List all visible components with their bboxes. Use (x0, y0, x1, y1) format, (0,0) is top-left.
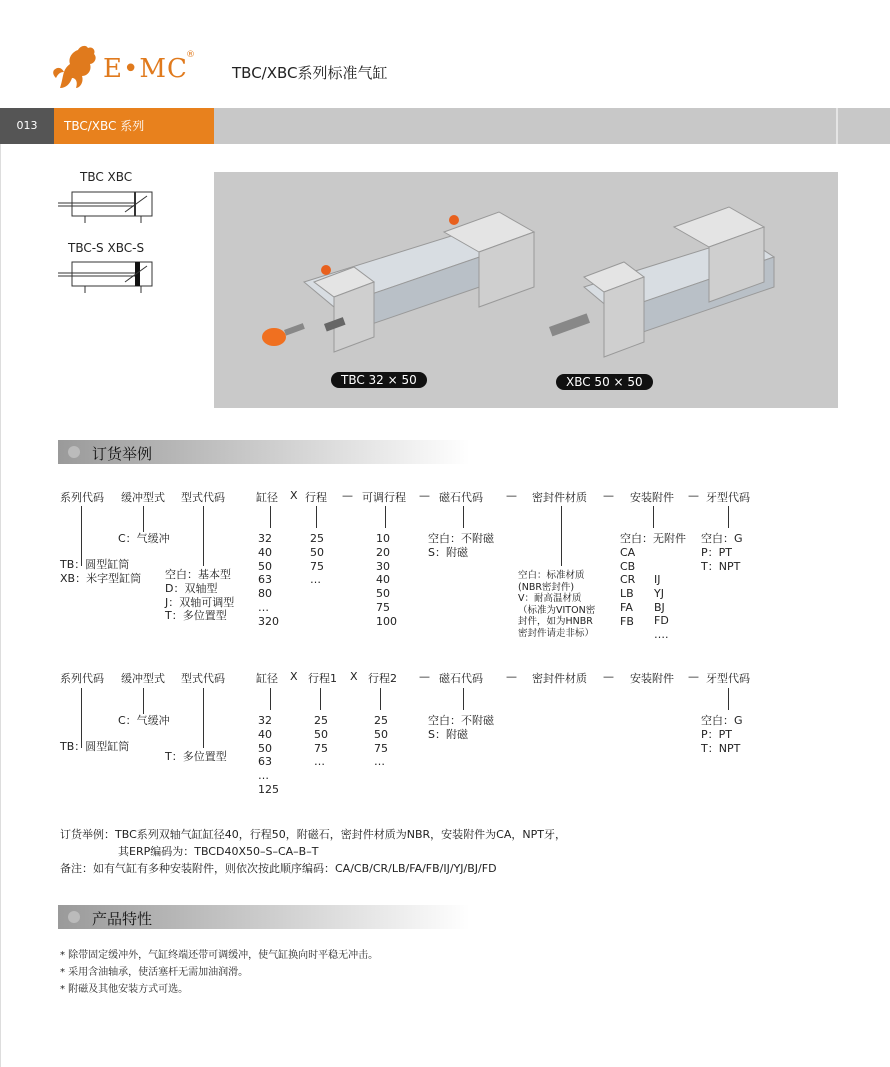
connector-line (203, 506, 204, 566)
magnet-values-2: 空白：不附磁 S：附磁 (428, 714, 494, 741)
table-header-cell: — (506, 489, 517, 502)
table-header-cell: 系列代码 (60, 491, 104, 504)
thread-values: 空白：G P：PT T：NPT (701, 532, 743, 573)
table-header-cell: 密封件材质 (532, 672, 587, 685)
photo-badge-xbc: XBC 50 × 50 (556, 374, 653, 390)
table-header-cell: — (506, 670, 517, 683)
table-header-cell: 牙型代码 (706, 491, 750, 504)
table-header-cell: 可调行程 (362, 491, 406, 504)
connector-line (143, 506, 144, 532)
page-title: TBC/XBC系列标准气缸 (232, 64, 388, 82)
horse-logo-icon (50, 40, 105, 95)
table-header-cell: 型式代码 (181, 672, 225, 685)
cylinder-symbol-icon (55, 186, 160, 226)
connector-line (143, 688, 144, 714)
table-header-cell: — (419, 670, 430, 683)
connector-line (463, 688, 464, 710)
connector-line (463, 506, 464, 528)
connector-line (728, 688, 729, 710)
table-header-cell: 磁石代码 (439, 672, 483, 685)
connector-line (316, 506, 317, 528)
connector-line (81, 688, 82, 748)
connector-line (270, 688, 271, 710)
connector-line (380, 688, 381, 710)
mount-values-col1: 空白：无附件 CA CB CR LB FA FB (620, 532, 686, 628)
table-header-cell: X (290, 670, 298, 683)
table-header-cell: — (688, 670, 699, 683)
seal-values: 空白：标准材质 (NBR密封件) V：耐高温材质 （标准为VITON密 封件，如为HNBR 密封件请走非标） (518, 570, 596, 639)
table-header-cell: — (419, 489, 430, 502)
connector-line (81, 506, 82, 566)
table-header-cell: 行程2 (368, 672, 397, 685)
table-header-cell: 安装附件 (630, 672, 674, 685)
table-header-cell: — (688, 489, 699, 502)
type-values: 空白：基本型 D：双轴型 J：双轴可调型 T：多位置型 (165, 568, 235, 623)
erp-code-note: 其ERP编码为：TBCD40X50–S–CA–B–T (118, 845, 319, 858)
symbol-label-tbc-s: TBC-S XBC-S (68, 241, 145, 255)
feature-item: * 除带固定缓冲外，气缸终端还带可调缓冲，使气缸换向时平稳无冲击。 (60, 950, 379, 961)
connector-line (320, 688, 321, 710)
left-margin-line (0, 144, 1, 1067)
series-tab: TBC/XBC 系列 (54, 108, 214, 144)
table-header-cell: 行程1 (308, 672, 337, 685)
photo-badge-tbc: TBC 32 × 50 (331, 372, 427, 388)
bullet-circle-icon (66, 909, 82, 925)
section-title-features: 产品特性 (92, 910, 153, 928)
table-header-cell: 缸径 (256, 672, 278, 685)
connector-line (561, 506, 562, 566)
table-header-cell: X (290, 489, 298, 502)
stroke-values: 25 50 75 … (310, 532, 324, 587)
thread-values-2: 空白：G P：PT T：NPT (701, 714, 743, 755)
section-title-order: 订货举例 (92, 445, 153, 463)
table-header-cell: 系列代码 (60, 672, 104, 685)
connector-line (385, 506, 386, 528)
cushion-value: C：气缓冲 (118, 532, 170, 545)
type-values-2: T：多位置型 (165, 750, 227, 763)
symbol-label-tbc: TBC XBC (80, 170, 133, 184)
magnet-values: 空白：不附磁 S：附磁 (428, 532, 494, 559)
table-header-cell: 缓冲型式 (121, 672, 165, 685)
table-header-cell: 磁石代码 (439, 491, 483, 504)
adjustable-stroke-values: 10 20 30 40 50 75 100 (376, 532, 397, 628)
cylinder-photo-icon (214, 172, 838, 408)
bullet-circle-icon (66, 444, 82, 460)
stroke1-values: 25 50 75 … (314, 714, 328, 769)
connector-line (653, 506, 654, 528)
table-header-cell: — (342, 489, 353, 502)
series-values: TB：圆型缸筒 XB：米字型缸筒 (60, 558, 142, 585)
mount-values-col2: IJ YJ BJ FD …. (654, 573, 669, 642)
table-header-cell: X (350, 670, 358, 683)
table-header-cell: 型式代码 (181, 491, 225, 504)
connector-line (203, 688, 204, 748)
cylinder-s-symbol-icon (55, 256, 160, 296)
table-header-cell: 缓冲型式 (121, 491, 165, 504)
table-header-cell: 牙型代码 (706, 672, 750, 685)
connector-line (728, 506, 729, 528)
series-values-2: TB：圆型缸筒 (60, 740, 130, 753)
connector-line (270, 506, 271, 528)
table-header-cell: 行程 (305, 491, 327, 504)
bar-divider (836, 108, 838, 144)
page-number: 013 (0, 108, 54, 144)
registered-mark: ® (186, 50, 195, 60)
remark-note: 备注：如有气缸有多种安装附件，则依次按此顺序编码：CA/CB/CR/LB/FA/FB/IJ/YJ/BJ/FD (60, 862, 497, 875)
table-header-cell: 安装附件 (630, 491, 674, 504)
stroke2-values: 25 50 75 … (374, 714, 388, 769)
table-header-cell: 缸径 (256, 491, 278, 504)
table-header-cell: — (603, 489, 614, 502)
bore-values: 32 40 50 63 80 … 320 (258, 532, 279, 628)
order-example-note: 订货举例：TBC系列双轴气缸缸径40，行程50，附磁石，密封件材质为NBR，安装附件为CA，NPT牙， (60, 828, 566, 841)
table-header-cell: 密封件材质 (532, 491, 587, 504)
feature-item: * 附磁及其他安装方式可选。 (60, 984, 189, 995)
cushion-value-2: C：气缓冲 (118, 714, 170, 727)
brand-logo: E•MC (103, 54, 188, 84)
table-header-cell: — (603, 670, 614, 683)
bore-values-2: 32 40 50 63 … 125 (258, 714, 279, 796)
feature-item: * 采用含油轴承，使活塞杆无需加油润滑。 (60, 967, 249, 978)
